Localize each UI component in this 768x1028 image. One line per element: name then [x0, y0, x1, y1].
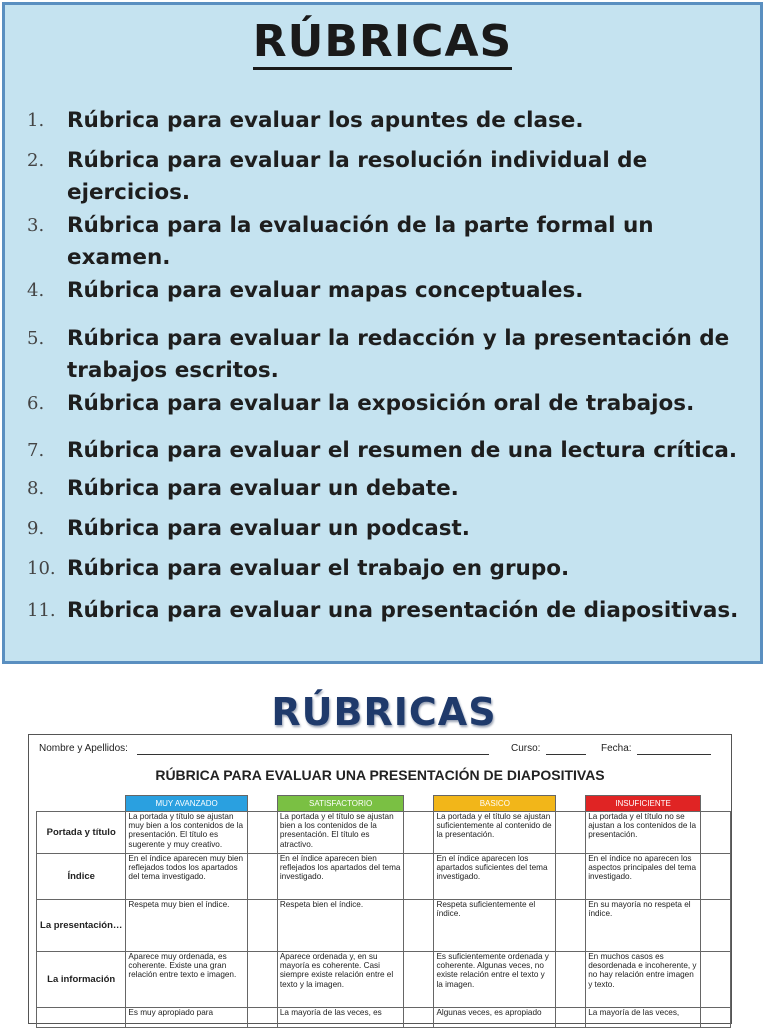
score-cell[interactable]: [700, 854, 730, 900]
descriptor-cell: Aparece ordenada y, en su mayoría es coherente. Casi siempre existe relación entre el texto y la imagen.: [277, 952, 404, 1008]
score-cell[interactable]: [556, 812, 586, 854]
score-cell[interactable]: [404, 1008, 434, 1028]
student-info-line: [39, 743, 729, 757]
list-item-text: Rúbrica para la evaluación de la parte formal un examen.: [67, 213, 654, 270]
document-title: RÚBRICA PARA EVALUAR UNA PRESENTACIÓN DE DIAPOSITIVAS: [155, 767, 605, 783]
criterion-cell: La presentación…: [37, 900, 126, 952]
rubric-list-item: [5, 388, 760, 420]
score-cell[interactable]: [700, 812, 730, 854]
score-cell[interactable]: [556, 854, 586, 900]
table-row: [37, 854, 731, 900]
table-row: [37, 900, 731, 952]
criterion-cell: Índice: [37, 854, 126, 900]
score-header-spacer: [247, 796, 277, 812]
second-slide-title: RÚBRICAS: [271, 690, 497, 734]
level-header-row: [37, 796, 731, 812]
list-item-text: Rúbrica para evaluar una presentación de diapositivas.: [67, 598, 739, 623]
list-item-text: Rúbrica para evaluar el resumen de una lectura crítica.: [67, 438, 738, 463]
score-cell[interactable]: [247, 854, 277, 900]
rubric-list-item: [5, 145, 760, 209]
list-item-text: Rúbrica para evaluar la exposición oral de trabajos.: [67, 391, 695, 416]
list-item-number: 1.: [27, 110, 45, 131]
score-cell[interactable]: [700, 1008, 730, 1028]
rubric-list-item: [5, 105, 760, 137]
descriptor-cell: En muchos casos es desordenada e incoherente, y no hay relación entre imagen y texto.: [586, 952, 701, 1008]
score-cell[interactable]: [404, 952, 434, 1008]
corner-cell: [37, 796, 126, 812]
descriptor-cell: Aparece muy ordenada, es coherente. Existe una gran relación entre texto e imagen.: [126, 952, 247, 1008]
list-item-number: 8.: [27, 478, 45, 499]
rubric-table: [36, 795, 731, 1028]
descriptor-cell: Respeta muy bien el índice.: [126, 900, 247, 952]
descriptor-cell: Respeta suficientemente el índice.: [434, 900, 556, 952]
descriptor-cell: En el índice aparecen muy bien reflejados todos los apartados del tema investigado.: [126, 854, 247, 900]
rubric-list-item: [5, 473, 760, 505]
criterion-cell: Portada y título: [37, 812, 126, 854]
list-item-number: 11.: [27, 600, 56, 621]
rubric-list-item: [5, 435, 760, 467]
rubric-list-item: [5, 323, 760, 387]
date-label: Fecha:: [601, 743, 632, 754]
rubric-list-item: [5, 595, 760, 627]
score-header-spacer: [700, 796, 730, 812]
descriptor-cell: En el índice aparecen los apartados suficientes del tema investigado.: [434, 854, 556, 900]
score-cell[interactable]: [247, 812, 277, 854]
name-blank: [137, 744, 489, 755]
name-label: Nombre y Apellidos:: [39, 743, 128, 754]
level-header: INSUFICIENTE: [586, 796, 701, 812]
list-item-number: 10.: [27, 558, 56, 579]
list-item-text: Rúbrica para evaluar mapas conceptuales.: [67, 278, 584, 303]
level-header: SATISFACTORIO: [277, 796, 404, 812]
list-item-number: 5.: [27, 328, 45, 349]
descriptor-cell: En el índice no aparecen los aspectos principales del tema investigado.: [586, 854, 701, 900]
score-header-spacer: [404, 796, 434, 812]
list-item-text: Rúbrica para evaluar la redacción y la presentación de trabajos escritos.: [67, 326, 730, 383]
list-item-text: Rúbrica para evaluar un debate.: [67, 476, 459, 501]
descriptor-cell: En el índice aparecen bien reflejados los apartados del tema investigado.: [277, 854, 404, 900]
table-row: [37, 812, 731, 854]
rubric-list-item: [5, 553, 760, 585]
rubric-document: [28, 734, 732, 1024]
descriptor-cell: La portada y el título se ajustan suficientemente al contenido de la presentación.: [434, 812, 556, 854]
table-row: [37, 952, 731, 1008]
list-item-text: Rúbrica para evaluar la resolución individual de ejercicios.: [67, 148, 648, 205]
list-item-number: 4.: [27, 280, 45, 301]
score-cell[interactable]: [556, 900, 586, 952]
descriptor-cell: En su mayoría no respeta el índice.: [586, 900, 701, 952]
level-header: MUY AVANZADO: [126, 796, 247, 812]
score-header-spacer: [556, 796, 586, 812]
slide-title-text: RÚBRICAS: [253, 16, 512, 70]
course-label: Curso:: [511, 743, 541, 754]
score-cell[interactable]: [247, 952, 277, 1008]
score-cell[interactable]: [556, 952, 586, 1008]
rubric-list-item: [5, 275, 760, 307]
descriptor-cell: Algunas veces, es apropiado: [434, 1008, 556, 1028]
score-cell[interactable]: [700, 900, 730, 952]
score-cell[interactable]: [247, 900, 277, 952]
level-header: BASICO: [434, 796, 556, 812]
descriptor-cell: Es suficientemente ordenada y coherente. Algunas veces, no existe relación entre el texto y la imagen.: [434, 952, 556, 1008]
criterion-cell: La información: [37, 952, 126, 1008]
list-item-number: 6.: [27, 393, 45, 414]
table-row: [37, 1008, 731, 1028]
list-item-text: Rúbrica para evaluar los apuntes de clase.: [67, 108, 584, 133]
score-cell[interactable]: [700, 952, 730, 1008]
descriptor-cell: Respeta bien el índice.: [277, 900, 404, 952]
list-item-number: 7.: [27, 440, 45, 461]
score-cell[interactable]: [404, 900, 434, 952]
criterion-cell: [37, 1008, 126, 1028]
descriptor-cell: La mayoría de las veces, es: [277, 1008, 404, 1028]
list-item-text: Rúbrica para evaluar un podcast.: [67, 516, 470, 541]
descriptor-cell: La portada y el título no se ajustan a los contenidos de la presentación.: [586, 812, 701, 854]
descriptor-cell: La portada y el título se ajustan bien a los contenidos de la presentación. El título es atractivo.: [277, 812, 404, 854]
list-item-number: 3.: [27, 215, 45, 236]
list-item-number: 2.: [27, 150, 45, 171]
list-item-text: Rúbrica para evaluar el trabajo en grupo.: [67, 556, 570, 581]
slide-title: [5, 13, 760, 71]
rubric-list-item: [5, 210, 760, 274]
descriptor-cell: Es muy apropiado para: [126, 1008, 247, 1028]
list-item-number: 9.: [27, 518, 45, 539]
rubric-list-item: [5, 513, 760, 545]
rubric-list-slide: [2, 2, 763, 664]
descriptor-cell: La portada y título se ajustan muy bien a los contenidos de la presentación. El título es sugerente y muy creativo.: [126, 812, 247, 854]
score-cell[interactable]: [247, 1008, 277, 1028]
score-cell[interactable]: [404, 854, 434, 900]
score-cell[interactable]: [556, 1008, 586, 1028]
descriptor-cell: La mayoría de las veces,: [586, 1008, 701, 1028]
score-cell[interactable]: [404, 812, 434, 854]
